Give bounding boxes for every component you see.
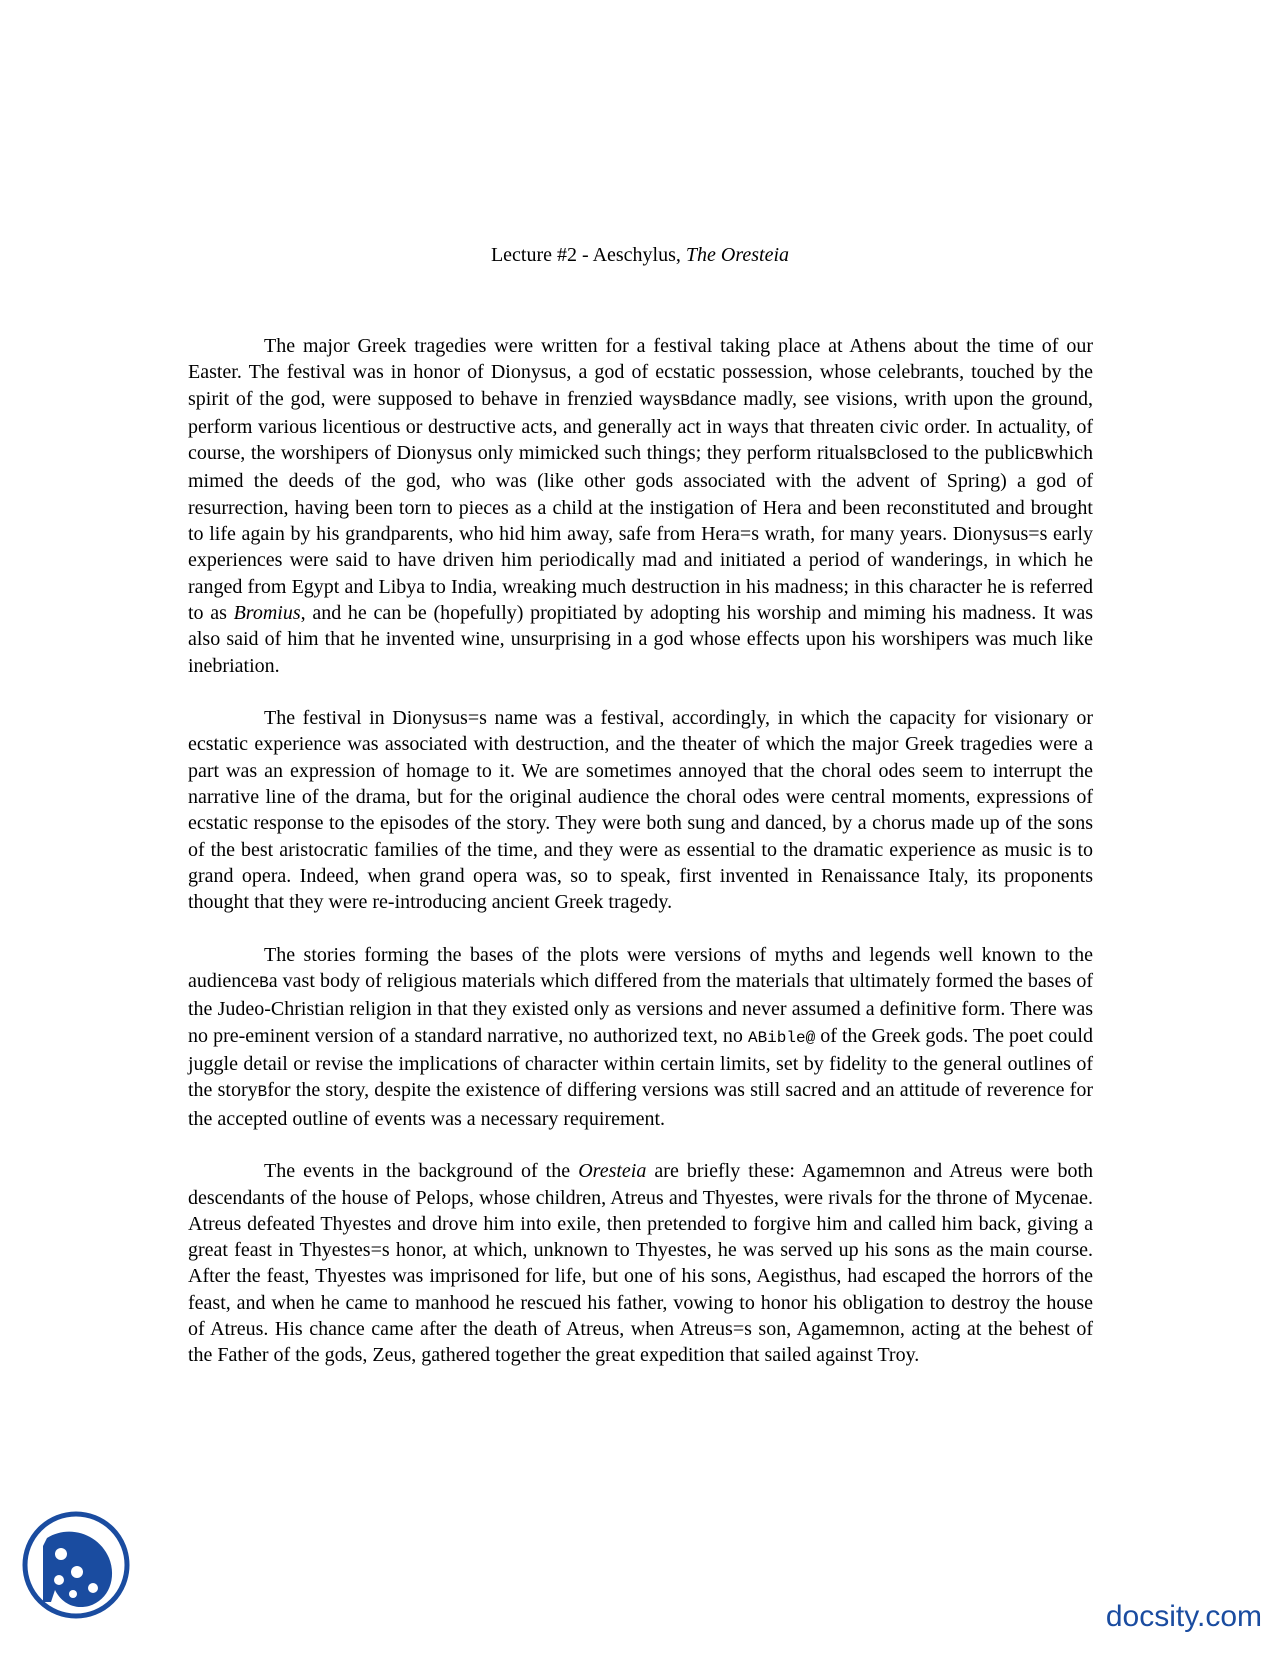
p1-glyph-d: B xyxy=(866,446,877,465)
p1-text-a: The major Greek tragedies were written for a festival taking place at Athens about the time of our Easter. The festival was in honor of Dionysus, a god of ecstatic possession, whose celebrants, touched by the spirit of the god, were supposed to behave in frenzied ways xyxy=(188,335,1093,410)
docsity-logo-icon[interactable] xyxy=(21,1510,131,1620)
paragraph-2: The festival in Dionysus=s name was a festival, accordingly, in which the capacity for visionary or ecstatic experience was associated with destruction, and the theater of which the major Greek tragedies were a part was an expression of homage to it. We are sometimes annoyed that the choral odes seem to interrupt the narrative line of the drama, but for the original audience the choral odes were central moments, expressions of ecstatic response to the episodes of the story. They were both sung and danced, by a chorus made up of the sons of the best aristocratic families of the time, and they were as essential to the dramatic experience as music is to grand opera. Indeed, when grand opera was, so to speak, first invented in Renaissance Italy, its proponents thought that they were re-introducing ancient Greek tragedy. xyxy=(188,707,1093,914)
p3-text-a: The stories forming the bases of the plots were versions of myths and legends well known to the audience xyxy=(188,943,1093,993)
p3-glyph-h: B xyxy=(257,1083,268,1102)
p3-bible: Bible xyxy=(757,1028,806,1047)
p1-text-e: closed to the public xyxy=(876,442,1035,465)
p4-italic-oresteia: Oresteia xyxy=(578,1160,647,1183)
p1-glyph-b: B xyxy=(680,391,690,410)
p1-text-c: dance madly, see visions, writh upon the ground, perform various licentious or destructive acts, and generally act in ways that threaten civic order. In actuality, of course, the worshipers of Dionysus only mimicked such things; they perform rituals xyxy=(188,387,1093,465)
p1-text-g: which mimed the deeds of the god, who was (like other gods associated with the advent of Spring) a god of resurrection, having been torn to pieces as a child at the instigation of Hera and been reconstituted and brought to life again by his grandparents, who hid him away, safe from Hera=s wrath, for many years. Dionysus=s early experiences were said to have driven him periodically mad and initiated a period of wanderings, in which he ranged from Egypt and Libya to India, wreaking much destruction in his madness; in this character he is referred to as xyxy=(188,442,1094,624)
p1-text-i: , and he can be (hopefully) propitiated by adopting his worship and miming his madness. It was also said of him that he invented wine, unsurprising in a god whose effects upon his worshipers was much like inebriation. xyxy=(188,601,1093,677)
docsity-logo-text[interactable]: docsity.com xyxy=(1105,1600,1262,1633)
p3-text-g: of the Greek gods. The poet could juggle detail or revise the implications of character within certain limits, set by fidelity to the general outlines of the story xyxy=(188,1024,1093,1102)
paragraph-4 xyxy=(188,1158,1093,1368)
paragraph-1 xyxy=(188,333,1093,679)
lecture-title xyxy=(0,242,1280,268)
p3-text-c: a vast body of religious materials which differed from the materials that ultimately formed the bases of the Judeo-Christian religion in that they existed only as versions and never assumed a definitive form. There was no pre-eminent version of a standard narrative, no authorized text, no xyxy=(188,970,1093,1047)
p3-glyph-d: A xyxy=(747,1028,758,1047)
p3-text-i: for the story, despite the existence of differing versions was still sacred and an attitude of reverence for the accepted outline of events was a necessary requirement. xyxy=(188,1079,1094,1130)
p4-text-a: The events in the background of the xyxy=(264,1160,579,1183)
title-prefix: Lecture #2 - Aeschylus, xyxy=(490,244,686,266)
p4-text-c: are briefly these: Agamemnon and Atreus were both descendants of the house of Pelops, whose children, Atreus and Thyestes, were rivals for the throne of Mycenae. Atreus defeated Thyestes and drove him into exile, then pretended to forgive him and called him back, giving a great feast in Thyestes=s honor, at which, unknown to Thyestes, he was served up his sons as the main course. After the feast, Thyestes was imprisoned for life, but one of his sons, Aegisthus, had escaped the horrors of the feast, and when he came to manhood he rescued his father, vowing to honor his obligation to destroy the house of Atreus. His chance came after the death of Atreus, when Atreus=s son, Agamemnon, acting at the behest of the Father of the gods, Zeus, gathered together the great expedition that sailed against Troy. xyxy=(188,1160,1094,1367)
p3-glyph-b: B xyxy=(259,974,269,993)
p1-glyph-f: B xyxy=(1034,446,1045,465)
title-work: The Oresteia xyxy=(685,244,790,266)
p3-glyph-f: @ xyxy=(805,1028,816,1047)
lecture-body xyxy=(188,333,1093,1395)
p1-italic-bromius: Bromius xyxy=(233,601,301,624)
paragraph-3 xyxy=(188,942,1093,1132)
